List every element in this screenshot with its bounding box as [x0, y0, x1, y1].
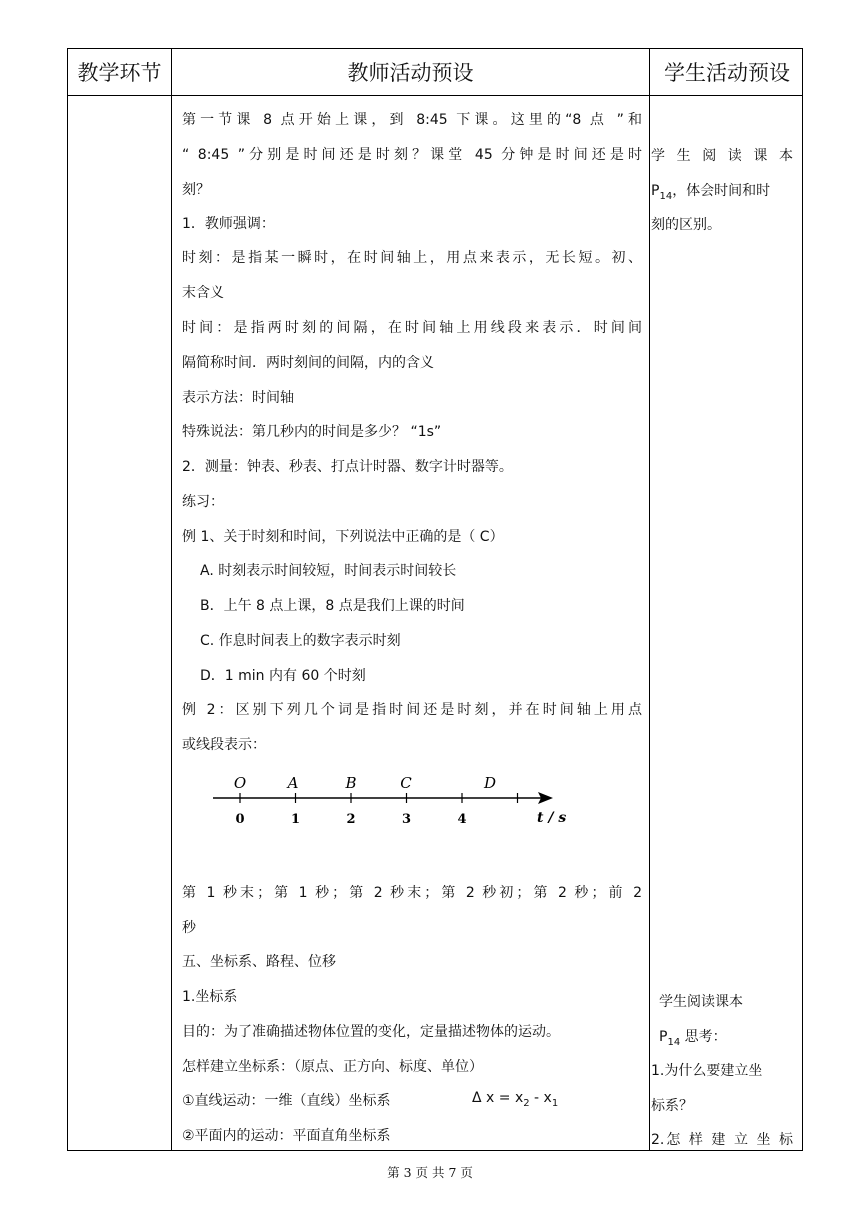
point-label-A: A [287, 774, 299, 792]
text-line: 2.怎 样 建 立 坐 标 [651, 1132, 793, 1148]
text-line: 标系？ [651, 1098, 693, 1114]
tick-label-3: 3 [401, 812, 412, 827]
displacement-formula: Δ $x = x_2 - x_1$ [472, 1090, 559, 1109]
option-b: B．上午 8 点上课，8 点是我们上课的时间 [200, 598, 465, 614]
text-line: $P_{14}$，体会时间和时 [651, 183, 771, 202]
tick-label-0: 0 [235, 812, 245, 827]
text-line: $P_{14}$ 思考： [659, 1029, 727, 1048]
column-divider [171, 49, 172, 1150]
text-line: 例 1、关于时刻和时间，下列说法中正确的是（ C） [182, 529, 504, 545]
text-line: 学 生 阅 读 课 本 [651, 148, 793, 164]
header-divider [68, 95, 802, 96]
text-line: “ 8:45 ”分别是时间还是时刻？课堂 45 分钟是时间还是时 [182, 147, 642, 163]
option-c: C. 作息时间表上的数字表示时刻 [200, 633, 401, 649]
text-line: ②平面内的运动：平面直角坐标系 [182, 1128, 391, 1144]
header-student-activity: 学生活动预设 [664, 61, 790, 85]
text-line: 或线段表示： [182, 737, 266, 753]
tick-label-4: 4 [457, 812, 467, 827]
section-heading: 五、坐标系、路程、位移 [182, 954, 336, 970]
text-line: 末含义 [182, 285, 224, 301]
text-line: 秒 [182, 920, 196, 936]
text-line: 怎样建立坐标系：（原点、正方向、标度、单位） [182, 1059, 483, 1075]
point-label-C: C [400, 774, 412, 792]
text-line: 例 2：区别下列几个词是指时间还是时刻，并在时间轴上用点 [182, 702, 642, 718]
option-a: A. 时刻表示时间较短，时间表示时间较长 [200, 563, 457, 579]
text-line: 时间：是指两时刻的间隔，在时间轴上用线段来表示．时间间 [182, 320, 642, 336]
text-line: 隔简称时间．两时刻间的间隔，内的含义 [182, 355, 434, 371]
lesson-plan-table [67, 48, 803, 1151]
text-line: 刻？ [182, 182, 210, 198]
axis-unit-label: t / s [537, 810, 567, 826]
point-label-D: D [483, 774, 497, 792]
page-footer: 第 3 页 共 7 页 [387, 1165, 473, 1180]
option-d: D．1 min 内有 60 个时刻 [200, 668, 366, 684]
text-line: 特殊说法：第几秒内的时间是多少？ “1s” [182, 424, 442, 440]
point-label-O: O [233, 774, 247, 792]
header-teacher-activity: 教师活动预设 [347, 61, 474, 85]
text-line: 学生阅读课本 [659, 994, 743, 1010]
tick-label-2: 2 [346, 812, 356, 827]
text-line: 1．教师强调： [182, 216, 275, 232]
point-label-B: B [345, 774, 357, 792]
column-divider [649, 49, 650, 1150]
tick-label-1: 1 [290, 812, 301, 827]
text-line: 2．测量：钟表、秒表、打点计时器、数字计时器等。 [182, 459, 513, 475]
text-line: 表示方法：时间轴 [182, 390, 294, 406]
subsection-heading: 1.坐标系 [182, 989, 238, 1005]
time-axis-diagram [145, 720, 575, 830]
text-line: ①直线运动：一维（直线）坐标系 [182, 1093, 391, 1109]
text-line: 练习： [182, 494, 224, 510]
text-line: 1.为什么要建立坐 [651, 1063, 763, 1079]
text-line: 目的：为了准确描述物体位置的变化，定量描述物体的运动。 [182, 1024, 560, 1040]
text-line: 时刻：是指某一瞬时，在时间轴上，用点来表示，无长短。初、 [182, 250, 642, 266]
text-line: 第 1 秒末；第 1 秒；第 2 秒末；第 2 秒初；第 2 秒；前 2 [182, 885, 642, 901]
text-line: 刻的区别。 [651, 217, 721, 233]
text-line: 第一节课 8 点开始上课，到 8:45 下课。这里的“8 点 ”和 [182, 112, 642, 128]
header-teaching-stage: 教学环节 [77, 61, 162, 85]
